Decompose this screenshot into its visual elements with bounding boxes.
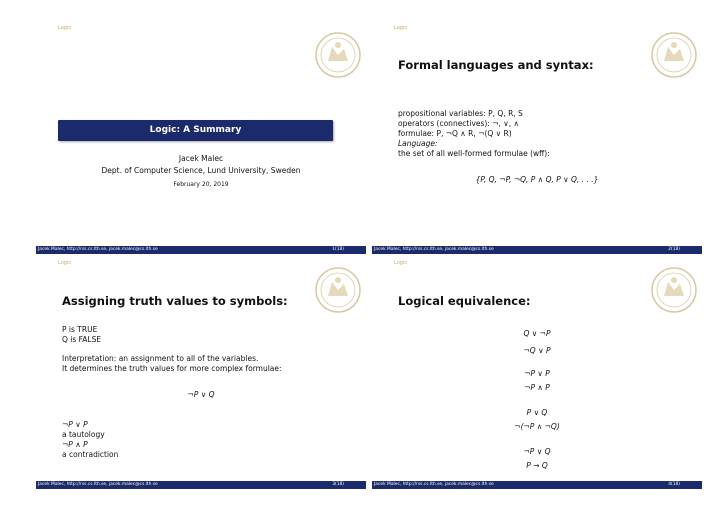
university-seal-icon xyxy=(650,31,698,79)
slide-footer xyxy=(372,246,702,254)
slide-body xyxy=(398,109,550,159)
slide-body xyxy=(62,325,282,374)
equivalence-formula: Q ∨ ¬P xyxy=(523,329,551,338)
slide-title: Formal languages and syntax: xyxy=(398,58,594,72)
slide-2 xyxy=(372,21,702,254)
text-line: P is TRUE xyxy=(62,325,98,334)
title-box: Logic: A Summary xyxy=(58,120,333,141)
slide-header xyxy=(36,21,366,79)
university-seal-icon xyxy=(314,266,362,314)
equivalence-formula: P ∨ Q xyxy=(526,408,548,417)
set-expression: {P, Q, ¬P, ¬Q, P ∧ Q, P ∨ Q, . . .} xyxy=(475,175,599,184)
center-formula: ¬P ∨ Q xyxy=(187,390,215,399)
text-line: It determines the truth values for more complex formulae: xyxy=(62,364,282,373)
header-label: Logic xyxy=(394,260,408,266)
slide-footer xyxy=(36,481,366,489)
text-line: the set of all well-formed formulae (wff): xyxy=(398,149,550,158)
text-line: a contradiction xyxy=(62,450,119,459)
equivalence-formula: ¬Q ∨ P xyxy=(523,346,551,355)
equivalence-formula: ¬P ∨ Q xyxy=(523,447,551,456)
footer-author: Jacek Malec, http://rss.cs.lth.se, jacek.malec@cs.lth.se xyxy=(374,482,494,487)
text-line: Q is FALSE xyxy=(62,335,102,344)
page-number: 3(18) xyxy=(332,482,344,487)
text-line: operators (connectives): ¬, ∨, ∧ xyxy=(398,119,520,128)
header-label: Logic xyxy=(58,260,72,266)
slide-title: Logical equivalence: xyxy=(398,294,531,308)
header-label: Logic xyxy=(394,25,408,31)
footer-author: Jacek Malec, http://rss.cs.lth.se, jacek.malec@cs.lth.se xyxy=(38,482,158,487)
formula-line: ¬P ∨ P xyxy=(62,420,88,429)
equivalence-formula: ¬(¬P ∧ ¬Q) xyxy=(514,422,560,431)
footer-author: Jacek Malec, http://rss.cs.lth.se, jacek.malec@cs.lth.se xyxy=(38,247,158,252)
date: February 20, 2019 xyxy=(173,181,229,188)
equivalence-formula: P → Q xyxy=(526,461,548,470)
equivalence-formula: ¬P ∧ P xyxy=(524,383,550,392)
slide-3 xyxy=(36,256,366,489)
header-label: Logic xyxy=(58,25,72,31)
slide-body-tail xyxy=(62,420,118,460)
university-seal-icon xyxy=(314,31,362,79)
university-seal-icon xyxy=(650,266,698,314)
slide-title: Assigning truth values to symbols: xyxy=(62,294,288,308)
formula-line: ¬P ∧ P xyxy=(62,440,88,449)
slide-4 xyxy=(372,256,702,489)
text-line: a tautology xyxy=(62,430,105,439)
footer-author: Jacek Malec, http://rss.cs.lth.se, jacek.malec@cs.lth.se xyxy=(374,247,494,252)
page-number: 4(18) xyxy=(668,482,680,487)
text-line: Interpretation: an assignment to all of the variables. xyxy=(62,354,259,363)
text-line: Language: xyxy=(398,139,438,148)
author-name: Jacek Malec xyxy=(178,154,224,163)
page-number: 2(18) xyxy=(668,247,680,252)
slide-1 xyxy=(36,21,366,254)
page-number: 1(18) xyxy=(332,247,344,252)
affiliation: Dept. of Computer Science, Lund University, Sweden xyxy=(101,166,301,175)
slide-footer xyxy=(372,481,702,489)
text-line: propositional variables: P, Q, R, S xyxy=(398,109,523,118)
equivalence-formula: ¬P ∨ P xyxy=(524,369,550,378)
slide-footer xyxy=(36,246,366,254)
text-line: formulae: P, ¬Q ∧ R, ¬(Q ∨ R) xyxy=(398,129,512,138)
